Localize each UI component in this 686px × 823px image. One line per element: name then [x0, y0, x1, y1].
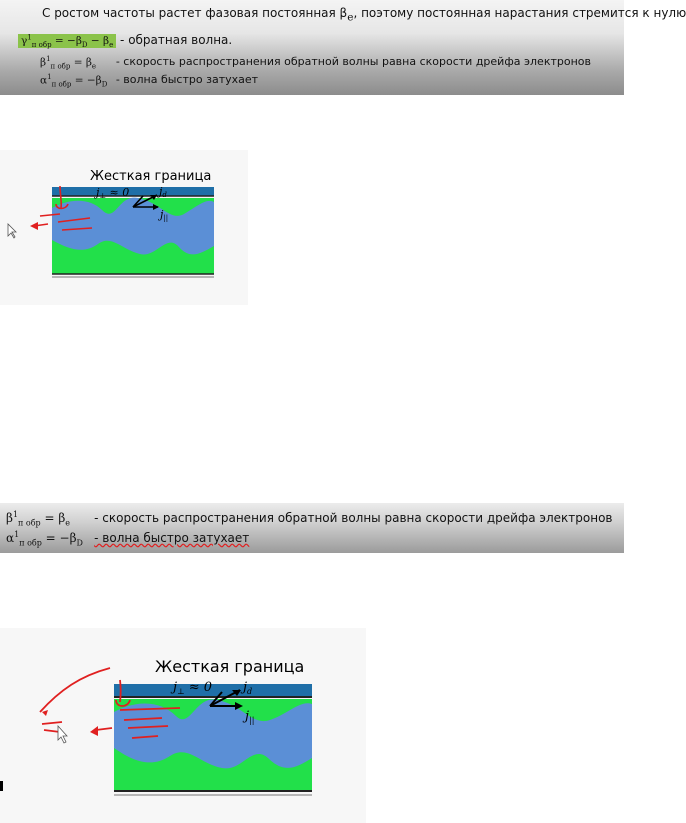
diagram-bottom-svg: [0, 628, 370, 823]
gamma-formula-line: $\gamma^1_{п обр} = -\beta_D - \beta_e$ - обратная волна.: [18, 33, 232, 49]
slide-header-band-top: [0, 0, 686, 95]
diagram-top-svg: [0, 150, 260, 310]
beta-formula-line-bottom: $\beta^1_{п обр} = \beta_e$ - скорость распространения обратной волны равна скорости дрейфа электронов: [6, 510, 613, 528]
edge-mark: [0, 781, 3, 791]
diagram-bottom-j-par: $j_{||}$: [245, 709, 255, 725]
diagram-top: [0, 150, 260, 310]
diagram-bottom-boundary: [114, 684, 312, 696]
diagram-bottom-title: Жесткая граница: [155, 657, 305, 676]
diagram-bottom-j-d: $j_d$: [243, 680, 253, 696]
diagram-top-boundary: [52, 187, 214, 196]
diagram-top-j-d: jd: [159, 185, 167, 199]
headline: С ростом частоты растет фазовая постоянная $\beta_e$, поэтому постоянная нарастания стремится к нулю: [42, 6, 686, 24]
beta-formula-line: $\beta^1_{п обр} = \beta_e$ - скорость распространения обратной волны равна скорости дрейфа электронов: [40, 54, 591, 71]
diagram-top-title: Жесткая граница: [90, 169, 212, 184]
diagram-top-j-par: j||: [160, 208, 169, 222]
diagram-bottom-j-perp: $j_\perp \approx 0$: [173, 680, 212, 696]
slide-header-band-bottom: [0, 503, 624, 553]
alpha-formula-line: $\alpha^1_{п обр} = -\beta_D$ - волна быстро затухает: [40, 72, 259, 89]
gamma-formula-highlight: $\gamma^1_{п обр} = -\beta_D - \beta_e$: [18, 34, 116, 48]
diagram-bottom: [0, 628, 370, 823]
alpha-formula-line-bottom: $\alpha^1_{п обр} = -\beta_D$ - волна быстро затухает: [6, 530, 250, 548]
diagram-top-j-perp: j⊥ ≈ 0: [96, 186, 130, 200]
